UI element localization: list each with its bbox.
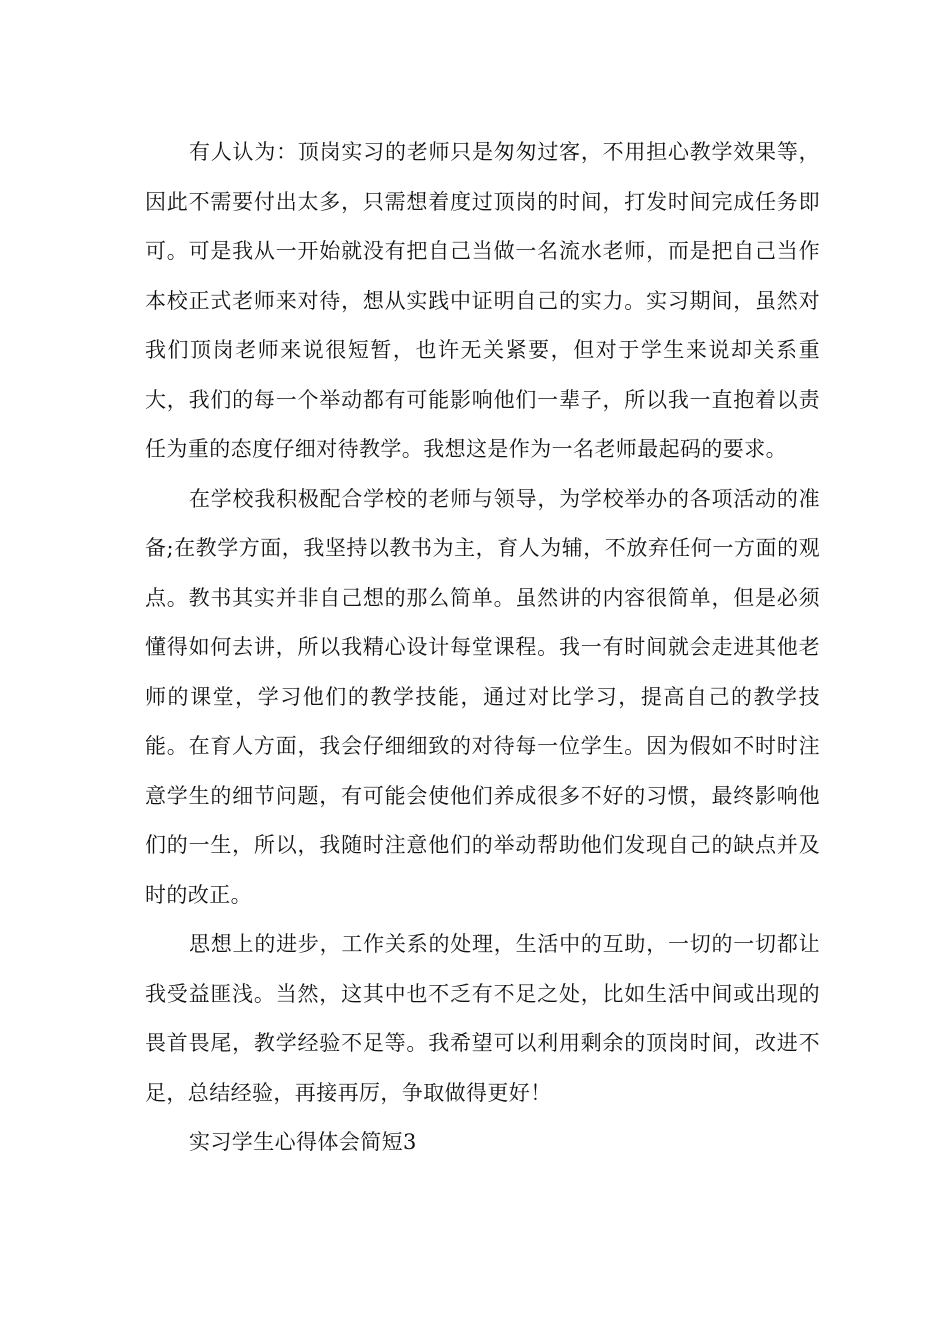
section-heading: 实习学生心得体会简短3 — [189, 1130, 417, 1154]
paragraph-1: 有人认为：顶岗实习的老师只是匆匆过客，不用担心教学效果等，因此不需要付出太多，只需想着度过顶岗的时间，打发时间完成任务即可。可是我从一开始就没有把自己当做一名流水老师，而是把自己当作本校正式老师来对待，想从实践中证明自己的实力。实习期间，虽然对我们顶岗老师来说很短暂，也许无关紧要，但对于学生来说却关系重大，我们的每一个举动都有可能影响他们一辈子，所以我一直抱着以责任为重的态度仔细对待教学。我想这是作为一名老师最起码的要求。 — [145, 140, 820, 461]
paragraph-2: 在学校我积极配合学校的老师与领导，为学校举办的各项活动的准备;在教学方面，我坚持以教书为主，育人为辅，不放弃任何一方面的观点。教书其实并非自己想的那么简单。虽然讲的内容很简单，但是必须懂得如何去讲，所以我精心设计每堂课程。我一有时间就会走进其他老师的课堂，学习他们的教学技能，通过对比学习，提高自己的教学技能。在育人方面，我会仔细细致的对待每一位学生。因为假如不时时注意学生的细节问题，有可能会使他们养成很多不好的习惯，最终影响他们的一生，所以，我随时注意他们的举动帮助他们发现自己的缺点并及时的改正。 — [145, 486, 820, 907]
document-body — [145, 128, 820, 1168]
paragraph-3: 思想上的进步，工作关系的处理，生活中的互助，一切的一切都让我受益匪浅。当然，这其中也不乏有不足之处，比如生活中间或出现的畏首畏尾，教学经验不足等。我希望可以利用剩余的顶岗时间，改进不足，总结经验，再接再厉，争取做得更好！ — [145, 932, 820, 1105]
